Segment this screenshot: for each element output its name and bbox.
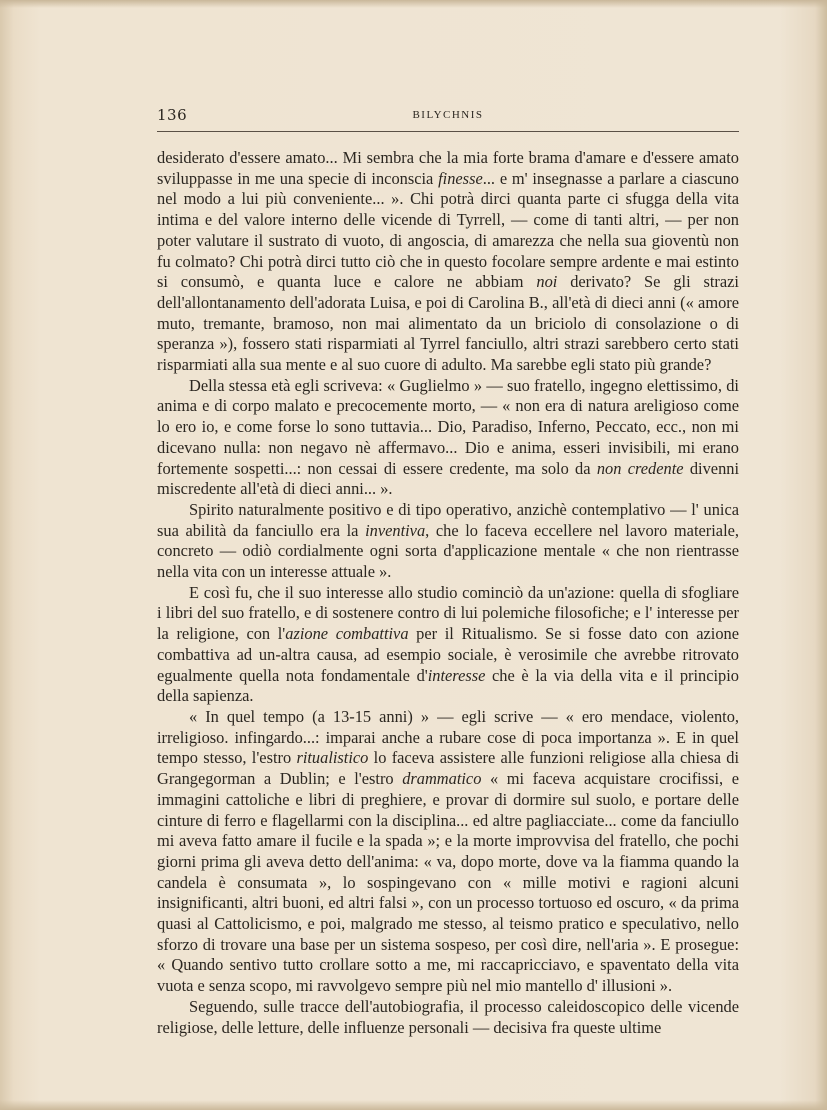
paragraph: [157, 707, 739, 997]
text-run: Della stessa età egli scriveva: « Guglielmo » — suo fratello, ingegno elettissimo, di anima e di corpo malato e precocemente morto, — « non era di natura areligioso come lo ero io, e come forse lo sono tuttavia... Dio, Paradiso, Inferno, Peccato, ecc., non mi dicevano nulla: non negavo nè affermavo... Dio e anima, esseri invisibili, mi erano fortemente sospetti...: non cessai di essere credente, ma solo da: [157, 375, 739, 478]
italic-run: azione combattiva: [285, 624, 409, 644]
page-header: [157, 106, 739, 130]
paragraph: [157, 997, 739, 1038]
page-number: 136: [157, 106, 188, 124]
italic-run: interesse: [427, 665, 486, 685]
text-run: Spirito naturalmente positivo e di tipo operativo, anzichè contemplativo — l' unica sua abilità da fanciullo era la: [157, 499, 739, 540]
text-run: lo faceva assistere alle funzioni religiose alla chiesa di Grangegorman a Dublin; e l'estro: [157, 748, 739, 789]
text-run: « In quel tempo (a 13-15 anni) » — egli scrive — « ero mendace, violento, irreligioso. infingardo...: imparai anche a rubare cose di poca importanza ». E in quel tempo stesso, l'estro: [157, 706, 739, 768]
text-run: ... e m' insegnasse a parlare a ciascuno nel modo a lui più conveniente... ». Chi potrà dirci quanta parte ci sfugga della vita intima e del valore interno delle vicende di Tyrrell, — come di tanti altri, — per non poter valutare il sustrato di vuoto, di angoscia, di amarezza che nella sua gioventù non fu colmato? Chi potrà dirci tutto ciò che in questo focolare sempre ardente e mai estinto si consumò, e quanta luce e calore ne abbiam: [157, 168, 739, 292]
text-run: desiderato d'essere amato... Mi sembra che la mia forte brama d'amare e d'essere amato sviluppasse in me una specie di inconscia: [157, 148, 739, 188]
running-head: BILYCHNIS: [412, 109, 484, 121]
italic-run: finesse: [438, 168, 483, 188]
text-run: E così fu, che il suo interesse allo studio cominciò da un'azione: quella di sfogliare i libri del suo fratello, e di sostenere contro di lui polemiche filosofiche; e l' interesse per la religione, con l': [157, 582, 739, 644]
italic-run: noi: [536, 272, 558, 292]
paragraph: [157, 376, 739, 500]
header-rule: [157, 131, 739, 132]
text-run: Seguendo, sulle tracce dell'autobiografia, il processo caleidoscopico delle vicende religiose, delle letture, delle influenze personali — decisiva fra queste ultime: [157, 996, 739, 1037]
text-run: che è la via della vita e il principio della sapienza.: [157, 665, 739, 706]
italic-run: inventiva: [365, 520, 426, 540]
text-run: derivato? Se gli strazi dell'allontanamento dell'adorata Luisa, e poi di Carolina B., all'età di dieci anni (« amore muto, tremante, bramoso, non mai alimentato da un briciolo di consolazione o di speranza »), fossero stati risparmiati al Tyrrel fanciullo, altri strazi sarebbero certo stati risparmiati alla sua mente e al suo cuore di adulto. Ma sarebbe egli stato più grande?: [157, 272, 739, 375]
paragraph: [157, 148, 739, 376]
text-run: divenni miscredente all'età di dieci anni... ».: [157, 458, 740, 499]
italic-run: non credente: [596, 458, 684, 478]
italic-run: drammatico: [402, 769, 482, 789]
body-text: [157, 148, 739, 1038]
paragraph: [157, 583, 739, 707]
paragraph: [157, 500, 739, 583]
text-run: , che lo faceva eccellere nel lavoro materiale, concreto — odiò cordialmente ogni sorta d'applicazione mentale « che non rientrasse nella vita con un interesse attuale ».: [157, 520, 739, 582]
text-run: « mi faceva acquistare crocifissi, e immagini cattoliche e libri di preghiere, e provar di dormire sul suolo, e portare delle cinture di ferro e flagellarmi con la disciplina... ed altre pagliacciate... come da fanciullo mi aveva fatto amare il fucile e la spada »; e la morte improvvisa del fratello, che pochi giorni prima gli aveva detto dell'anima: « va, dopo morte, dove va la fiamma quando la candela è consumata », lo sospingevano con « mille motivi e ragioni alcuni insignificanti, altri buoni, ed altri falsi », con un processo tortuoso ed oscuro, « da prima quasi al Cattolicismo, e poi, malgrado me stesso, al teismo pratico e speculativo, nello sforzo di trovare una base per un sistema sospeso, per così dire, nell'aria ». E prosegue: « Quando sentivo tutto crollare sotto a me, mi raccapricciavo, e spaventato della vita vuota e senza scopo, mi ravvolgevo sempre più nel mio mantello d' illusioni ».: [157, 769, 739, 996]
italic-run: ritualistico: [296, 748, 369, 768]
text-run: per il Ritualismo. Se si fosse dato con azione combattiva ad un-altra causa, ad esempio sociale, è verosimile che avrebbe ritrovato egualmente quella nota fondamentale d': [157, 624, 739, 685]
